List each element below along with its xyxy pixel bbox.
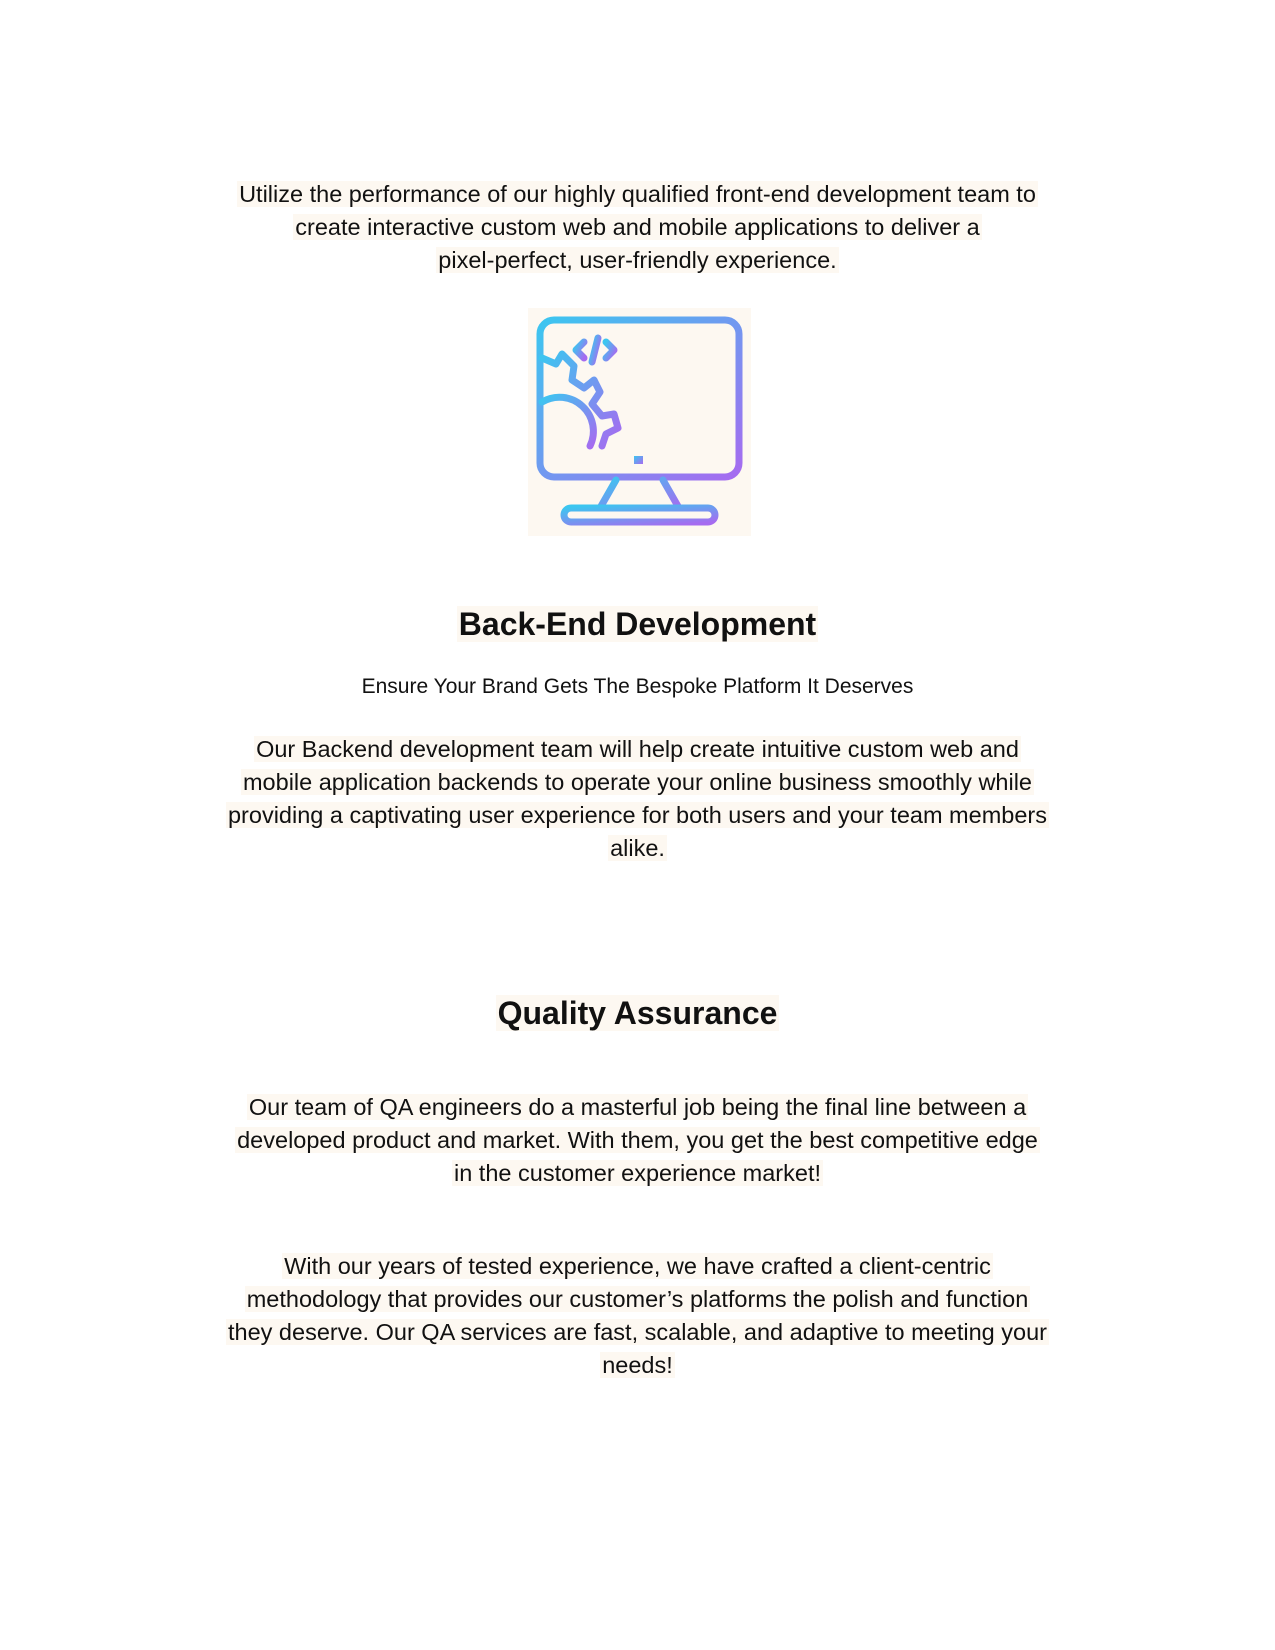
monitor-power-dot — [634, 456, 643, 464]
qa-line: developed product and market. With them, you get the best competitive edge — [237, 1127, 1038, 1153]
gear-inner-arc — [542, 397, 593, 446]
backend-section-title-block — [0, 604, 1275, 644]
intro-line: create interactive custom web and mobile applications to deliver a — [295, 214, 980, 240]
qa-paragraph-1 — [0, 1091, 1275, 1190]
code-slash — [592, 338, 598, 362]
qa-line: in the customer experience market! — [453, 1160, 822, 1186]
intro-line: Utilize the performance of our highly qualified front-end development team to — [239, 181, 1036, 207]
intro-line: pixel-perfect, user-friendly experience. — [438, 247, 837, 273]
qa-section-title-block — [0, 993, 1275, 1033]
monitor-stand — [600, 480, 679, 508]
backend-paragraph — [0, 733, 1275, 865]
qa-title: Quality Assurance — [497, 995, 778, 1031]
code-bracket-left — [576, 342, 584, 358]
monitor-code-gear-chart-icon — [528, 308, 751, 536]
backend-line: providing a captivating user experience for both users and your team members — [227, 802, 1047, 828]
intro-paragraph — [0, 178, 1275, 277]
backend-line: Our Backend development team will help create intuitive custom web and — [256, 736, 1019, 762]
qa-paragraph-2 — [0, 1250, 1275, 1382]
code-bracket-right — [606, 342, 614, 358]
monitor-base — [564, 508, 715, 522]
backend-subtitle: Ensure Your Brand Gets The Bespoke Platform It Deserves — [361, 675, 914, 698]
backend-line: mobile application backends to operate your online business smoothly while — [242, 769, 1033, 795]
backend-line: alike. — [610, 835, 665, 861]
qa-line: they deserve. Our QA services are fast, scalable, and adaptive to meeting your — [227, 1319, 1047, 1345]
qa-line: needs! — [602, 1352, 673, 1378]
backend-title: Back-End Development — [458, 606, 817, 642]
qa-line: methodology that provides our customer’s platforms the polish and function — [246, 1286, 1029, 1312]
qa-line: With our years of tested experience, we have crafted a client-centric — [284, 1253, 991, 1279]
backend-subtitle-block — [0, 673, 1275, 701]
qa-line: Our team of QA engineers do a masterful job being the final line between a — [248, 1094, 1027, 1120]
